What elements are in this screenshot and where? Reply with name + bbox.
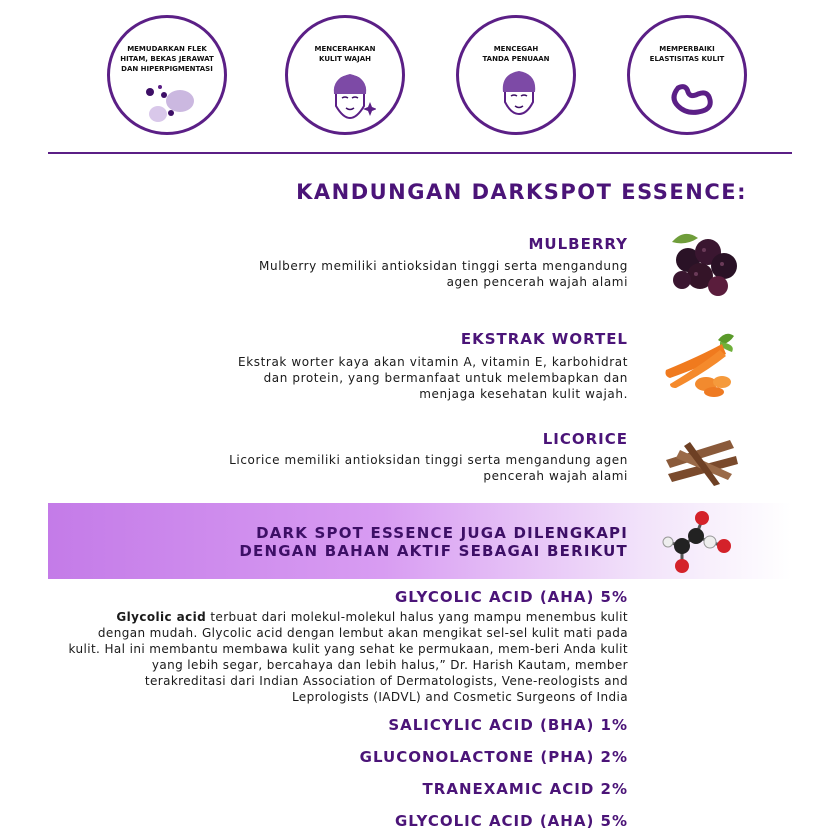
benefit-brighten-skin <box>285 15 405 135</box>
mulberry-image <box>664 228 744 298</box>
benefit-label: MEMPERBAIKI ELASTISITAS KULIT <box>649 45 725 63</box>
face-icon <box>497 70 541 120</box>
benefit-fade-spots <box>107 15 227 135</box>
ingredient-desc: Ekstrak worter kaya akan vitamin A, vitamin E, karbohidrat dan protein, yang bermanfaat untuk melembapkan dan menjaga kesehatan kulit wajah. <box>238 355 628 401</box>
glycolic-desc-text: terbuat dari molekul-molekul halus yang mampu menembus kulit dengan mudah. Glycolic acid dengan lembut akan mengikat sel-sel kulit mati pada kulit. Hal ini membantu membawa kulit yang sehat ke permukaan, mem-beri Anda kulit yang lebih segar, bercahaya dan lebih halus,” Dr. Harish Kautam, member terakreditasi dari Indian Association of Dermatologists, Vene-reologists and Leprologists (IADVL) and Cosmetic Surgeons of India <box>68 610 628 704</box>
ingredient-title: LICORICE <box>542 430 628 448</box>
active-title: GLYCOLIC ACID (AHA) 5% <box>394 812 628 830</box>
benefit-label: MENCERAHKAN KULIT WAJAH <box>314 45 376 63</box>
ingredient-title: EKSTRAK WORTEL <box>460 330 628 348</box>
benefit-elasticity <box>627 15 747 135</box>
ingredient-desc: Mulberry memiliki antioksidan tinggi serta mengandung agen pencerah wajah alami <box>259 259 628 289</box>
ingredient-title: MULBERRY <box>528 235 628 253</box>
molecule-icon <box>662 506 732 576</box>
active-ingredients-banner <box>48 503 792 579</box>
banner-text: DARK SPOT ESSENCE JUGA DILENGKAPI DENGAN BAHAN AKTIF SEBAGAI BERIKUT <box>239 524 628 560</box>
active-title: GLYCOLIC ACID (AHA) 5% <box>394 588 628 606</box>
active-title: SALICYLIC ACID (BHA) 1% <box>388 716 628 734</box>
spots-icon <box>138 84 208 124</box>
licorice-image <box>660 430 742 490</box>
section-divider <box>48 152 792 154</box>
ingredient-desc: Licorice memiliki antioksidan tinggi serta mengandung agen pencerah wajah alami <box>229 453 628 483</box>
benefit-label: MENCEGAH TANDA PENUAAN <box>482 45 550 63</box>
glycolic-desc-bold: Glycolic acid <box>116 610 207 624</box>
glowing-face-icon <box>324 72 376 124</box>
benefit-anti-aging <box>456 15 576 135</box>
benefit-label: MEMUDARKAN FLEK HITAM, BEKAS JERAWAT DAN HIPERPIGMENTASI <box>120 45 214 73</box>
section-heading: KANDUNGAN DARKSPOT ESSENCE: <box>296 180 747 204</box>
glycolic-description <box>68 609 628 705</box>
active-title: GLUCONOLACTONE (PHA) 2% <box>359 748 628 766</box>
carrot-image <box>660 326 740 398</box>
elastic-band-icon <box>668 82 718 122</box>
benefits-row <box>0 15 840 141</box>
active-title: TRANEXAMIC ACID 2% <box>422 780 628 798</box>
